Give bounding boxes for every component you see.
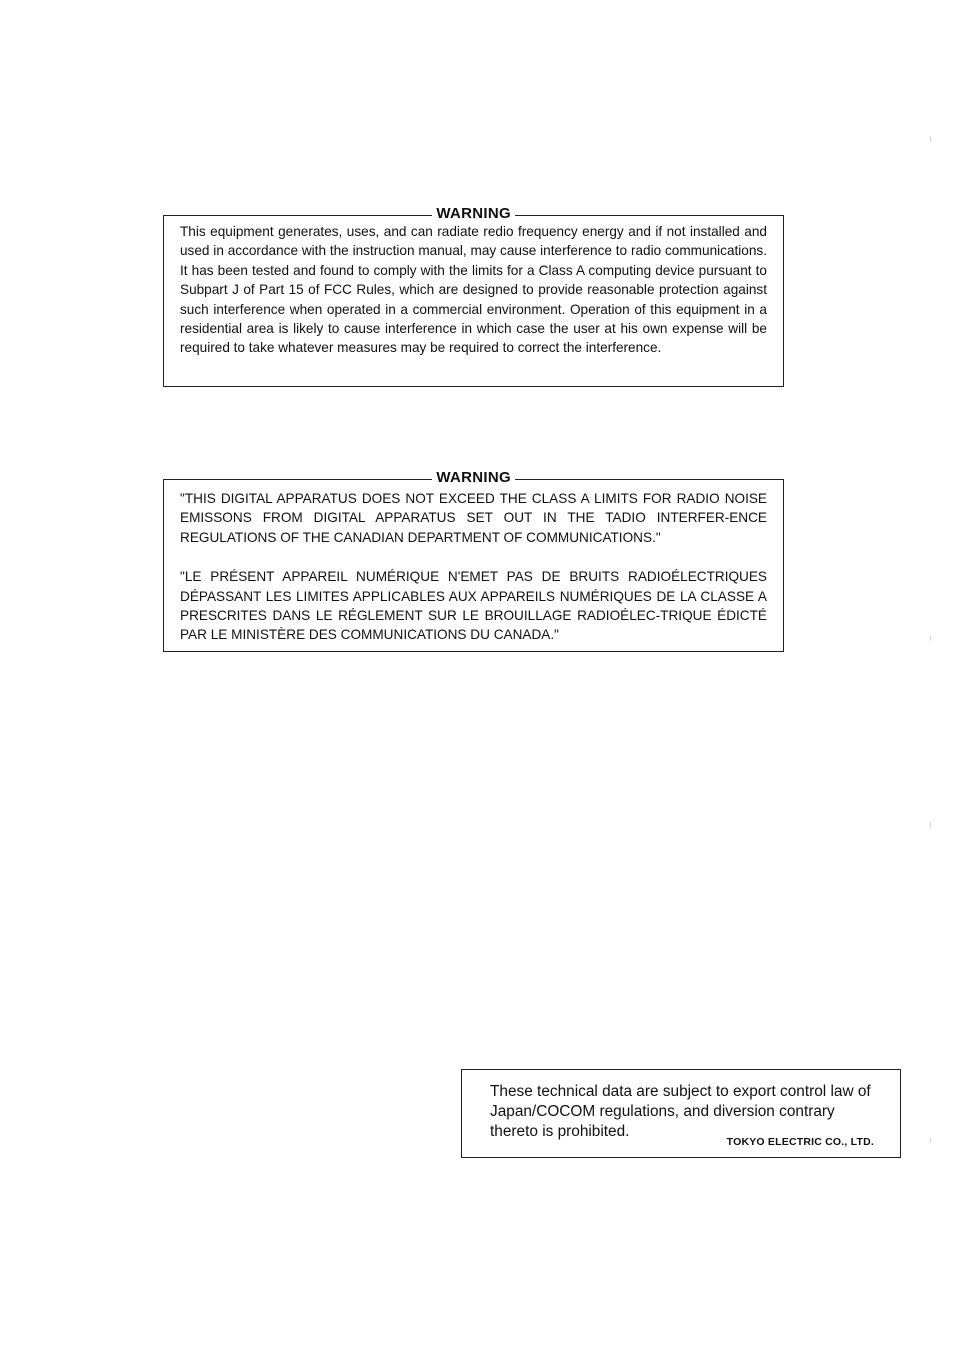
export-control-notice-box — [461, 1069, 901, 1158]
margin-mark: ⁾ — [929, 1136, 932, 1149]
fcc-warning-box — [163, 205, 784, 387]
margin-mark: ⁾ — [929, 633, 932, 646]
canada-warning-box — [163, 469, 784, 652]
margin-mark: ⁾ — [929, 134, 932, 147]
canada-warning-text-english: "THIS DIGITAL APPARATUS DOES NOT EXCEED THE CLASS A LIMITS FOR RADIO NOISE EMISSONS FROM DIGITAL APPARATUS SET OUT IN THE TADIO INTERFER-ENCE REGULATIONS OF THE CANADIAN DEPARTMENT OF COMMUNICATIONS." — [180, 491, 767, 545]
margin-mark: ⁾ — [929, 820, 932, 833]
canada-warning-title: WARNING — [432, 469, 515, 487]
fcc-warning-text: This equipment generates, uses, and can radiate redio frequency energy and if not installed and used in accordance with the instruction manual, may cause interference to radio communications. It has been tested and found to comply with the limits for a Class A computing device pursuant to Subpart J of Part 15 of FCC Rules, which are designed to provide reasonable protection against such interference when operated in a commercial environment. Operation of this equipment in a residential area is likely to cause interference in which case the user at his own expense will be required to take whatever measures may be required to correct the interference. — [180, 224, 767, 356]
export-control-text: These technical data are subject to export control law of Japan/COCOM regulations, and diversion contrary thereto is prohibited. — [490, 1083, 871, 1140]
company-name: TOKYO ELECTRIC CO., LTD. — [726, 1136, 874, 1148]
canada-warning-text-french: "LE PRÉSENT APPAREIL NUMÉRIQUE N'EMET PAS DE BRUITS RADIOÉLECTRIQUES DÉPASSANT LES LIMITES APPLICABLES AUX APPAREILS NUMÉRIQUES DE LA CLASSE A PRESCRITES DANS LE RÉGLEMENT SUR LE BROUILLAGE RADIOÉLEC-TRIQUE ÉDICTÉ PAR LE MINISTÈRE DES COMMUNICATIONS DU CANADA." — [180, 569, 767, 643]
fcc-warning-title: WARNING — [432, 205, 515, 223]
